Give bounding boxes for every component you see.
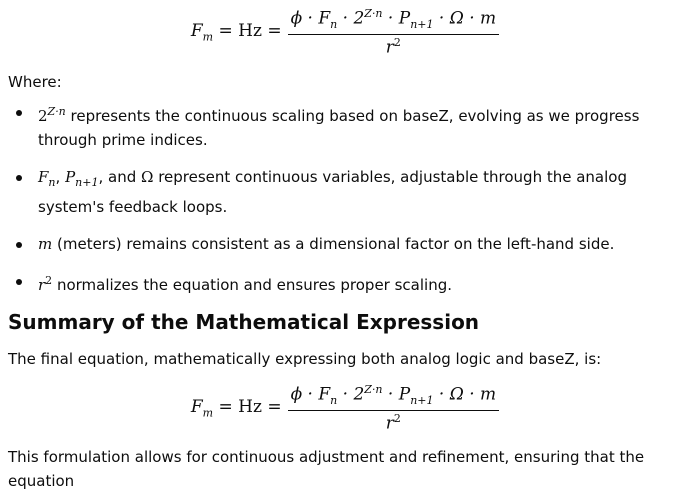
equation-fraction (288, 383, 500, 434)
equation-fraction (288, 7, 500, 58)
equation-denominator: $r^2$ (385, 411, 401, 434)
equation-denominator: $r^2$ (385, 35, 401, 58)
list-item: $2^{Z\cdot n}$ represents the continuous scaling based on baseZ, evolving as we progress through prime indices. (0, 100, 690, 152)
closing-text: This formulation allows for continuous adjustment and refinement, ensuring that the equation (8, 448, 645, 490)
summary-intro: The final equation, mathematically expressing both analog logic and baseZ, is: (8, 350, 602, 368)
equation-numerator: $\phi \cdot F_n \cdot 2^{Z\cdot n} \cdot P_{n+1} \cdot \Omega \cdot m$ (290, 6, 497, 31)
where-label: Where: (8, 73, 62, 91)
definition-list (0, 100, 690, 310)
section-heading: Summary of the Mathematical Expression (8, 310, 480, 334)
list-item: m (meters) remains consistent as a dimensional factor on the left-hand side. (0, 232, 690, 256)
list-item: $F_n$, $P_{n+1}$, and Ω represent continuous variables, adjustable through the analog system's feedback loops. (0, 165, 690, 219)
list-item: $r^2$ normalizes the equation and ensures proper scaling. (0, 269, 690, 297)
equation-lhs: $F_m = Hz$ = (190, 396, 282, 420)
equation-bottom (0, 378, 690, 438)
equation-top (0, 2, 690, 62)
equation-numerator: $\phi \cdot F_n \cdot 2^{Z\cdot n} \cdot P_{n+1} \cdot \Omega \cdot m$ (290, 382, 497, 407)
equation-lhs: $F_m = Hz$ = (190, 20, 282, 44)
